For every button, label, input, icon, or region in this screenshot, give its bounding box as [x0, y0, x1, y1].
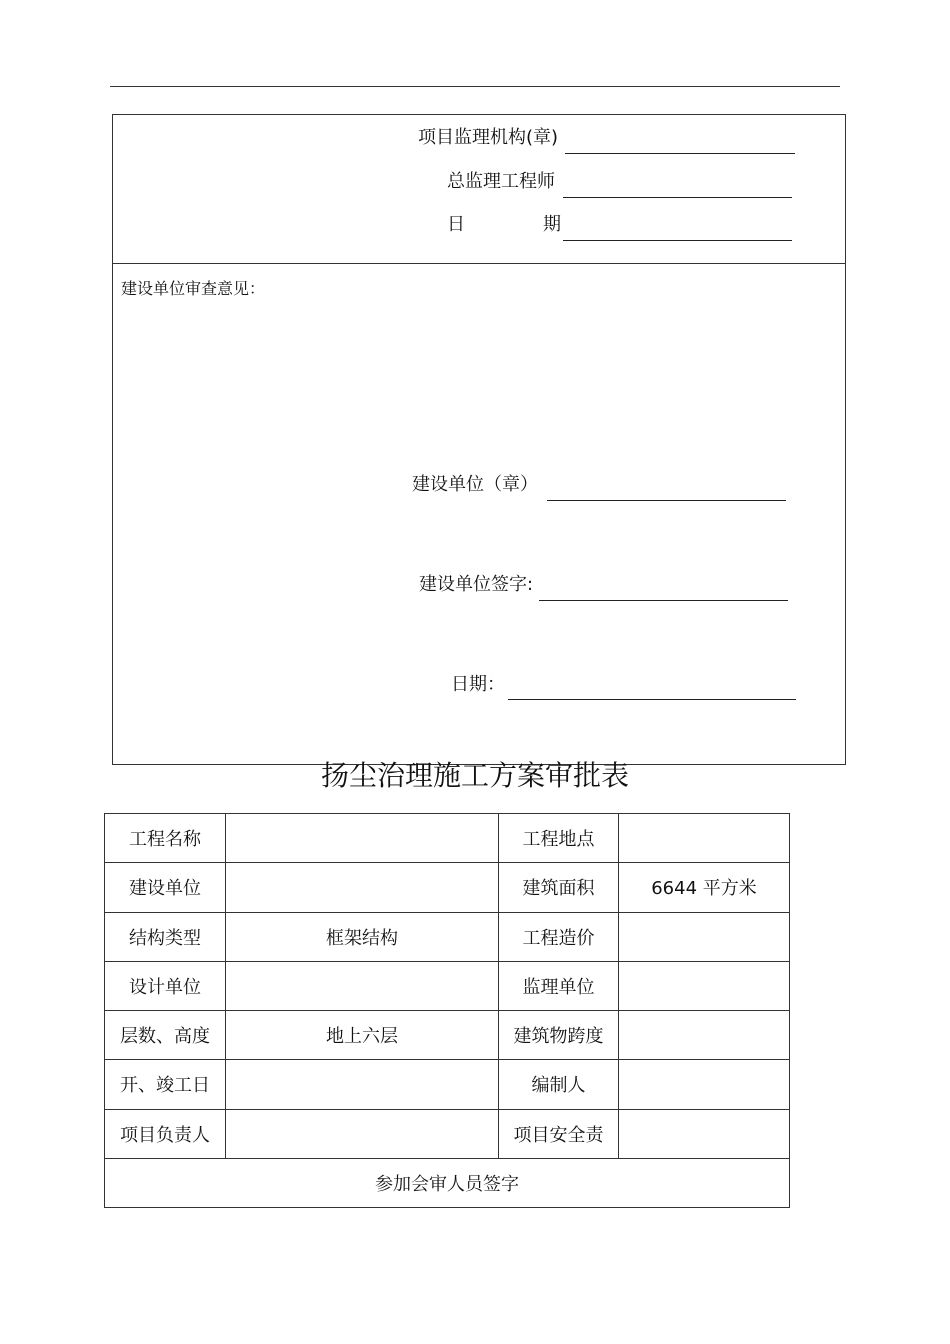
header-rule — [110, 86, 840, 87]
design-unit-label: 设计单位 — [105, 961, 226, 1010]
table-row — [105, 1011, 790, 1060]
table-row — [105, 1158, 790, 1207]
chief-engineer-line[interactable] — [563, 197, 792, 198]
start-completion-value[interactable] — [226, 1060, 499, 1109]
date-label-char-2: 期 — [543, 214, 561, 235]
compiler-label: 编制人 — [499, 1060, 619, 1109]
supervision-seal-line[interactable] — [565, 153, 795, 154]
safety-officer-label: 项目安全责 — [499, 1109, 619, 1158]
design-unit-value[interactable] — [226, 961, 499, 1010]
project-manager-value[interactable] — [226, 1109, 499, 1158]
table-row — [105, 863, 790, 912]
date-label-char-1: 日 — [447, 214, 465, 235]
table-row — [105, 912, 790, 961]
building-span-value[interactable] — [619, 1011, 790, 1060]
owner-seal-line[interactable] — [547, 500, 786, 501]
floors-height-value[interactable]: 地上六层 — [226, 1011, 499, 1060]
project-manager-label: 项目负责人 — [105, 1109, 226, 1158]
project-cost-label: 工程造价 — [499, 912, 619, 961]
compiler-value[interactable] — [619, 1060, 790, 1109]
structure-type-value[interactable]: 框架结构 — [226, 912, 499, 961]
review-signatures-label: 参加会审人员签字 — [105, 1158, 790, 1207]
owner-date-line[interactable] — [508, 699, 796, 700]
project-location-label: 工程地点 — [499, 814, 619, 863]
project-location-value[interactable] — [619, 814, 790, 863]
owner-unit-value[interactable] — [226, 863, 499, 912]
project-name-value[interactable] — [226, 814, 499, 863]
owner-unit-label: 建设单位 — [105, 863, 226, 912]
chief-engineer-label: 总监理工程师 — [447, 171, 555, 192]
safety-officer-value[interactable] — [619, 1109, 790, 1158]
table-row — [105, 814, 790, 863]
building-area-label: 建筑面积 — [499, 863, 619, 912]
approval-form-table — [104, 813, 790, 1208]
table-row — [105, 961, 790, 1010]
supervision-seal-label: 项目监理机构(章) — [418, 127, 559, 148]
supervision-unit-value[interactable] — [619, 961, 790, 1010]
owner-review-heading: 建设单位审查意见： — [121, 279, 266, 298]
owner-signature-line[interactable] — [539, 600, 788, 601]
project-name-label: 工程名称 — [105, 814, 226, 863]
owner-seal-label: 建设单位（章） — [412, 474, 538, 495]
structure-type-label: 结构类型 — [105, 912, 226, 961]
building-area-value[interactable]: 6644 平方米 — [619, 863, 790, 912]
owner-signature-label: 建设单位签字: — [419, 574, 534, 595]
form-title: 扬尘治理施工方案审批表 — [320, 759, 629, 792]
table-row — [105, 1060, 790, 1109]
supervision-date-line[interactable] — [563, 240, 792, 241]
start-completion-label: 开、竣工日 — [105, 1060, 226, 1109]
owner-date-label: 日期： — [451, 674, 505, 695]
floors-height-label: 层数、高度 — [105, 1011, 226, 1060]
supervision-unit-label: 监理单位 — [499, 961, 619, 1010]
project-cost-value[interactable] — [619, 912, 790, 961]
building-span-label: 建筑物跨度 — [499, 1011, 619, 1060]
table-row — [105, 1109, 790, 1158]
